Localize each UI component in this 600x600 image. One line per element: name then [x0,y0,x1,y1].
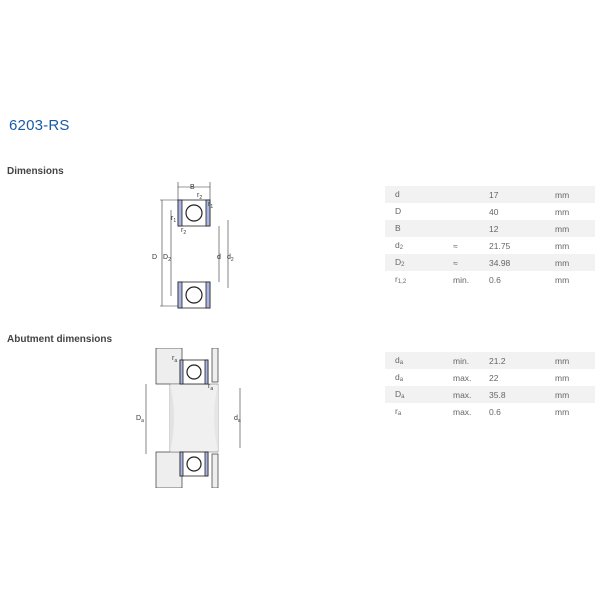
value-cell: 35.8 [489,389,506,400]
unit-cell: mm [555,406,570,417]
table-row [385,403,595,420]
symbol-cell: $r_{1,2}$ [395,274,407,285]
bearing-top [180,360,208,384]
label-D: D [152,254,158,261]
table-row [385,386,595,403]
unit-cell: mm [555,389,570,400]
label-d: d [217,254,221,261]
unit-cell: mm [555,355,570,366]
label-D2: $D_2$ [163,254,171,263]
dimensions-heading: Dimensions [7,166,64,177]
value-cell: 40 [489,206,499,217]
value-cell: 21.2 [489,355,506,366]
value-cell: 0.6 [489,406,501,417]
unit-cell: mm [555,206,570,217]
table-row [385,369,595,386]
bearing-bottom [180,452,208,476]
table-row [385,203,595,220]
table-row [385,220,595,237]
unit-cell: mm [555,240,570,251]
qualifier-cell: min. [453,355,470,366]
table-row [385,237,595,254]
symbol-cell: $d_a$ [395,372,404,383]
qualifier-cell: min. [453,274,470,285]
symbol-cell: $r_a$ [395,406,402,417]
symbol-cell: d [395,189,400,199]
unit-cell: mm [555,257,570,268]
unit-cell: mm [555,189,570,200]
value-cell: 17 [489,189,499,200]
symbol-cell: $d_2$ [395,240,404,251]
unit-cell: mm [555,372,570,383]
table-row [385,254,595,271]
value-cell: 0.6 [489,274,501,285]
bearing-dimension-drawing [140,178,250,316]
label-r1-side: $r_1$ [171,215,177,224]
label-ra-top: $r_a$ [172,355,178,364]
unit-cell: mm [555,274,570,285]
symbol-cell: $d_a$ [395,355,404,366]
value-cell: 34.98 [489,257,511,268]
label-Da: $D_a$ [136,415,144,424]
qualifier-cell: max. [453,372,472,383]
qualifier-cell: ≈ [453,257,458,268]
label-da: $d_a$ [234,415,241,424]
bearing-bottom [178,282,210,308]
symbol-cell: B [395,223,401,233]
dimensions-table [385,186,595,288]
qualifier-cell [453,203,489,220]
value-cell: 22 [489,372,499,383]
unit-cell: mm [555,223,570,234]
table-row [385,186,595,203]
label-ra-side: $r_a$ [208,383,214,392]
qualifier-cell [453,186,489,203]
abutment-table [385,352,595,420]
symbol-cell: $D_2$ [395,257,405,268]
symbol-cell: $D_a$ [395,389,405,400]
label-r1-top: $r_1$ [208,201,214,210]
symbol-cell: D [395,206,402,216]
product-title: 6203-RS [9,117,70,134]
abutment-drawing [134,348,259,488]
qualifier-cell: max. [453,389,472,400]
label-d2: $d_2$ [227,254,234,263]
table-row [385,271,595,288]
label-B: B [190,184,195,191]
label-r2-side: $r_2$ [181,227,187,236]
value-cell: 21.75 [489,240,511,251]
qualifier-cell: max. [453,406,472,417]
value-cell: 12 [489,223,499,234]
table-row [385,352,595,369]
abutment-heading: Abutment dimensions [7,334,113,345]
bearing-top [178,200,210,226]
qualifier-cell: ≈ [453,240,458,251]
label-r2-top: $r_2$ [197,192,203,201]
qualifier-cell [453,220,489,237]
